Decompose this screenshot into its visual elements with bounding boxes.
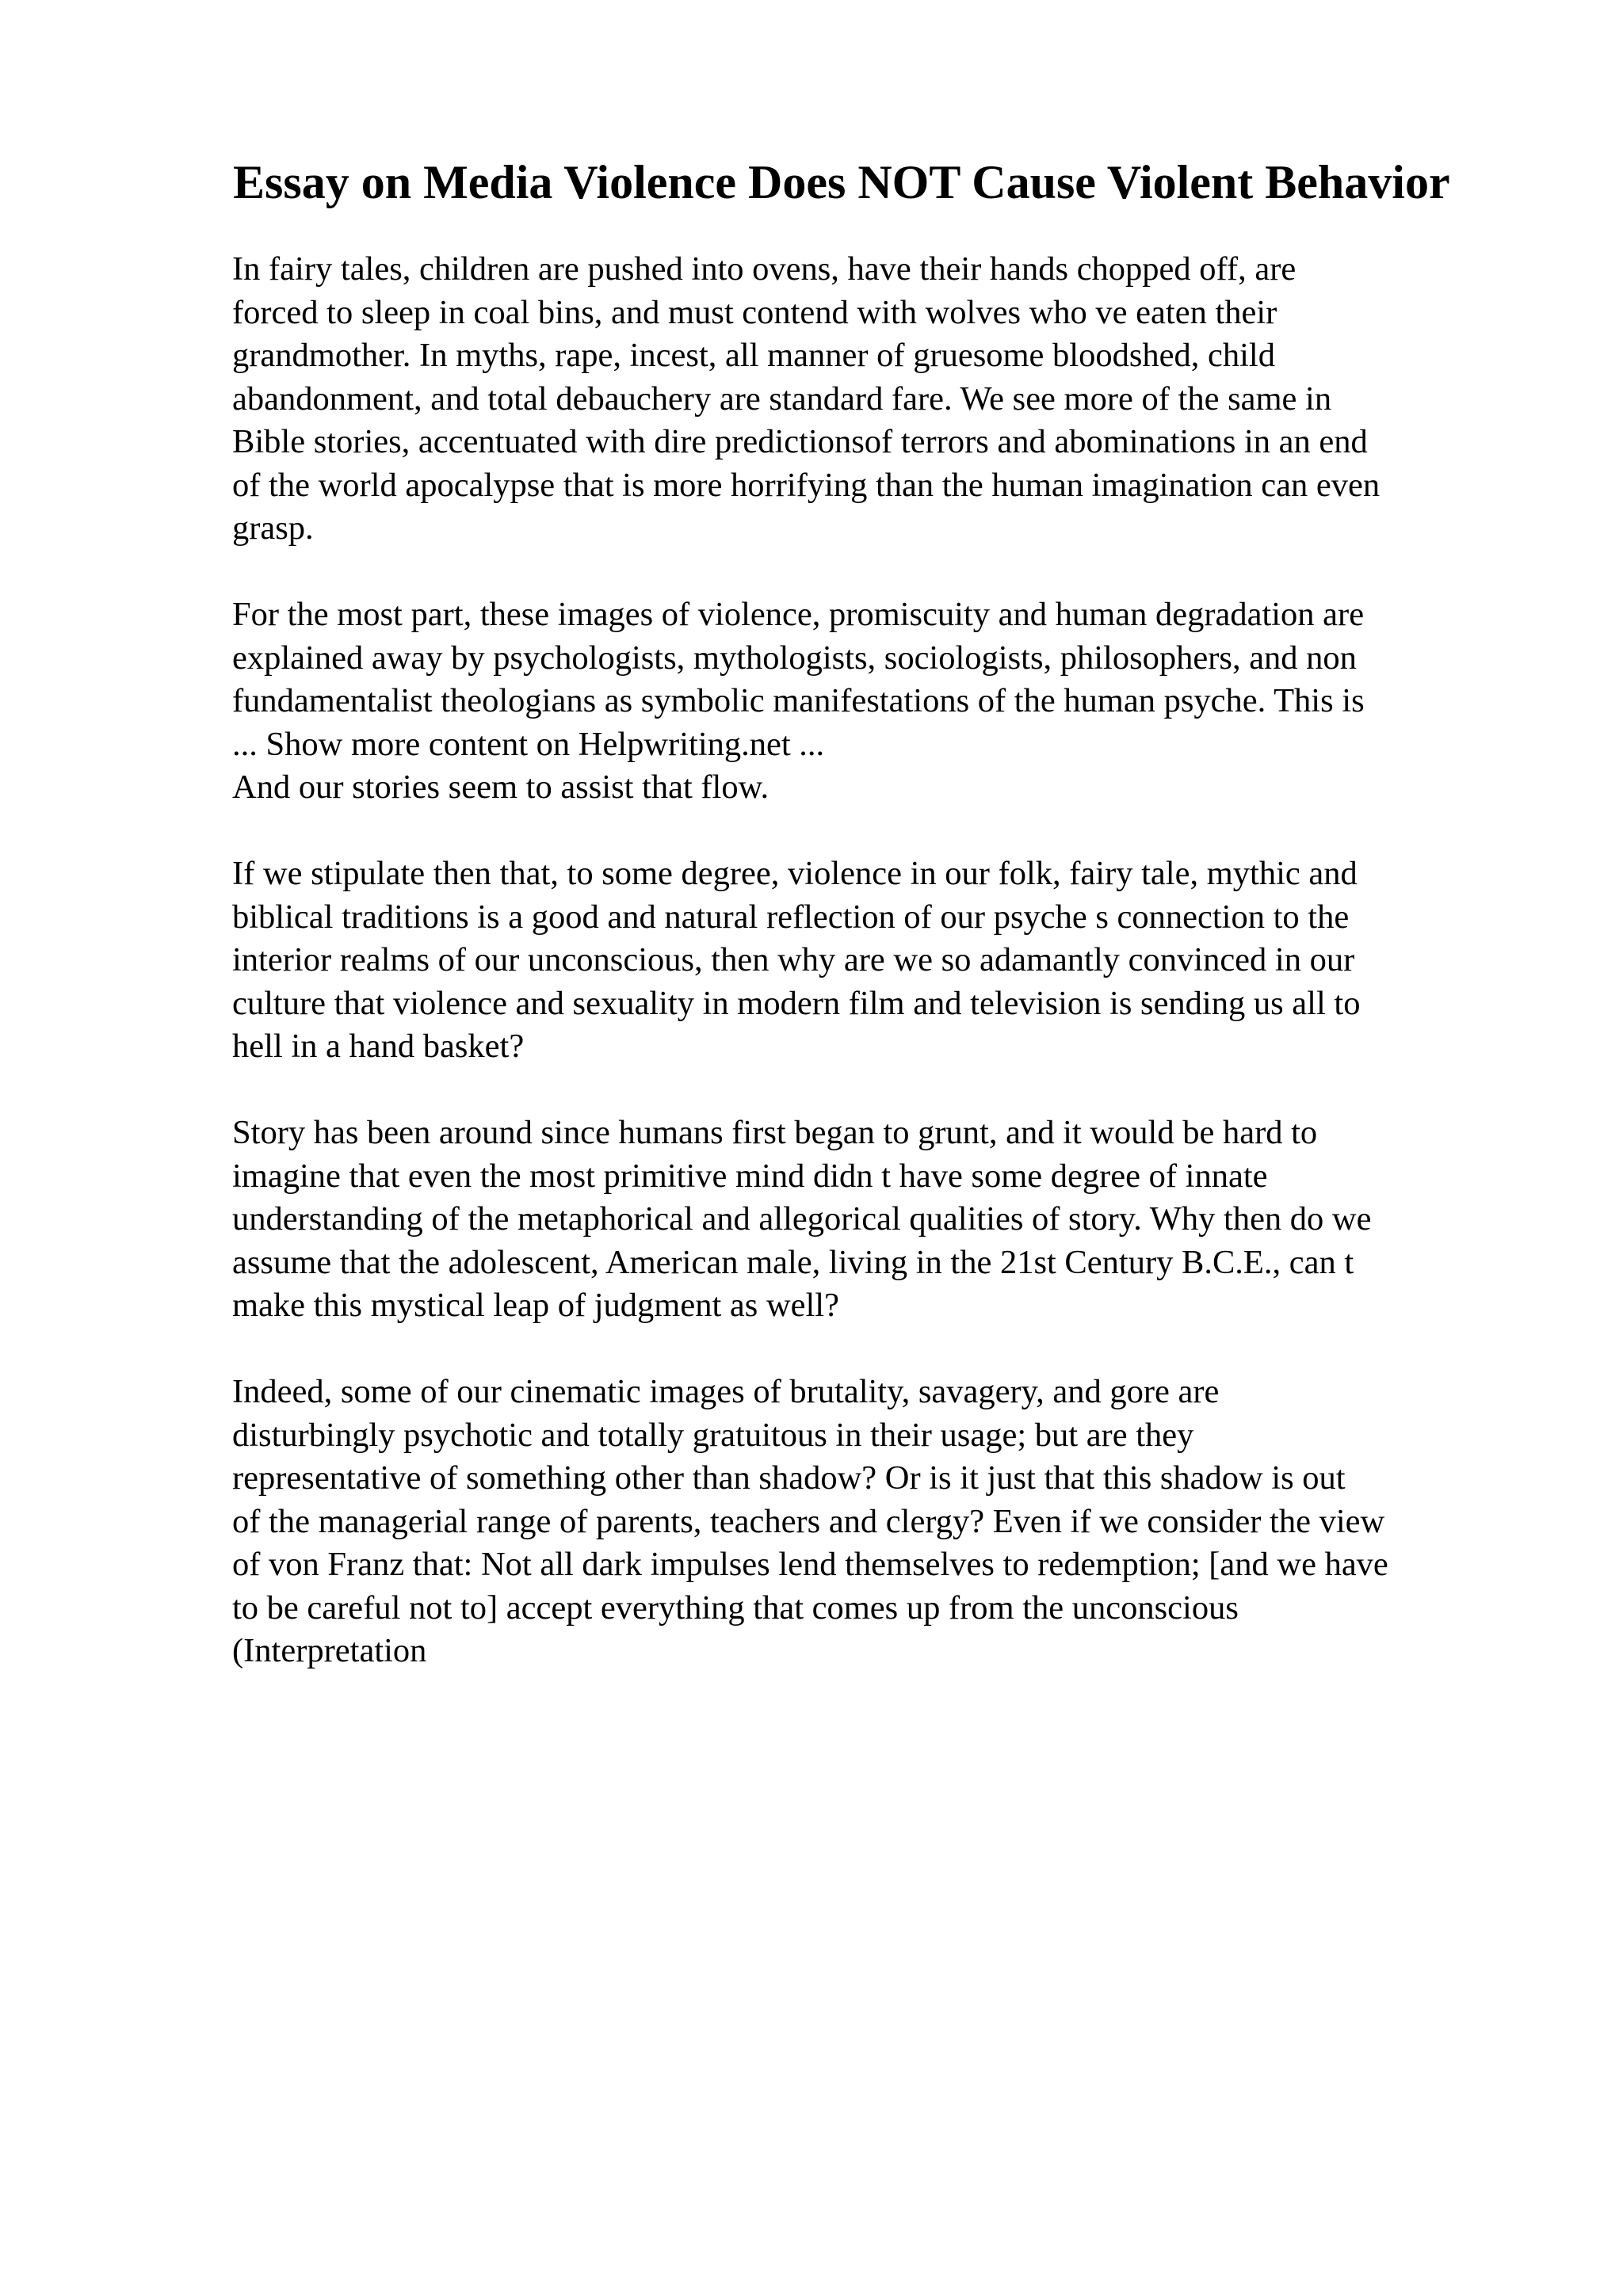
paragraph-3 xyxy=(232,852,1516,1069)
text-line: imagine that even the most primitive mind didn t have some degree of innate xyxy=(232,1157,1268,1195)
text-line: to be careful not to] accept everything that comes up from the unconscious xyxy=(232,1589,1239,1627)
text-line: abandonment, and total debauchery are standard fare. We see more of the same in xyxy=(232,379,1332,418)
document-body xyxy=(232,248,1516,1716)
paragraph-1 xyxy=(232,248,1516,551)
text-line: (Interpretation xyxy=(232,1632,427,1669)
text-line: grasp. xyxy=(232,509,314,547)
text-line: In fairy tales, children are pushed into ovens, have their hands chopped off, are xyxy=(232,250,1296,288)
paragraph-2 xyxy=(232,593,1516,810)
text-line: hell in a hand basket? xyxy=(232,1028,525,1065)
text-line: of von Franz that: Not all dark impulses lend themselves to redemption; [and we have xyxy=(232,1546,1388,1583)
text-line: Bible stories, accentuated with dire predictionsof terrors and abominations in an end xyxy=(232,423,1368,460)
paragraph-4 xyxy=(232,1112,1516,1328)
text-line: And our stories seem to assist that flow. xyxy=(232,769,769,806)
text-line: of the world apocalypse that is more horrifying than the human imagination can even xyxy=(232,466,1381,504)
text-line: If we stipulate then that, to some degree, violence in our folk, fairy tale, mythic and xyxy=(232,855,1358,892)
text-line: grandmother. In myths, rape, incest, all manner of gruesome bloodshed, child xyxy=(232,337,1275,374)
text-line: fundamentalist theologians as symbolic manifestations of the human psyche. This is xyxy=(232,682,1365,719)
text-line: interior realms of our unconscious, then why are we so adamantly convinced in our xyxy=(232,941,1355,978)
text-line: assume that the adolescent, American male, living in the 21st Century B.C.E., can t xyxy=(232,1243,1354,1281)
text-line: disturbingly psychotic and totally gratuitous in their usage; but are they xyxy=(232,1416,1194,1454)
text-line: forced to sleep in coal bins, and must contend with wolves who ve eaten their xyxy=(232,293,1277,331)
text-line: culture that violence and sexuality in modern film and television is sending us all to xyxy=(232,984,1361,1022)
text-line: understanding of the metaphorical and allegorical qualities of story. Why then do we xyxy=(232,1200,1372,1238)
text-line: explained away by psychologists, mythologists, sociologists, philosophers, and non xyxy=(232,639,1357,677)
document-title: Essay on Media Violence Does NOT Cause Violent Behavior xyxy=(233,156,1450,208)
text-line: make this mystical leap of judgment as well? xyxy=(232,1287,839,1324)
text-line: biblical traditions is a good and natural reflection of our psyche s connection to the xyxy=(232,898,1350,936)
show-more-notice: ... Show more content on Helpwriting.net ... xyxy=(232,725,825,763)
paragraph-5 xyxy=(232,1371,1516,1673)
text-line: representative of something other than shadow? Or is it just that this shadow is out xyxy=(232,1459,1346,1497)
text-line: of the managerial range of parents, teachers and clergy? Even if we consider the view xyxy=(232,1502,1385,1540)
text-line: Story has been around since humans first began to grunt, and it would be hard to xyxy=(232,1114,1318,1151)
text-line: For the most part, these images of violence, promiscuity and human degradation are xyxy=(232,596,1365,633)
text-line: Indeed, some of our cinematic images of brutality, savagery, and gore are xyxy=(232,1373,1220,1410)
